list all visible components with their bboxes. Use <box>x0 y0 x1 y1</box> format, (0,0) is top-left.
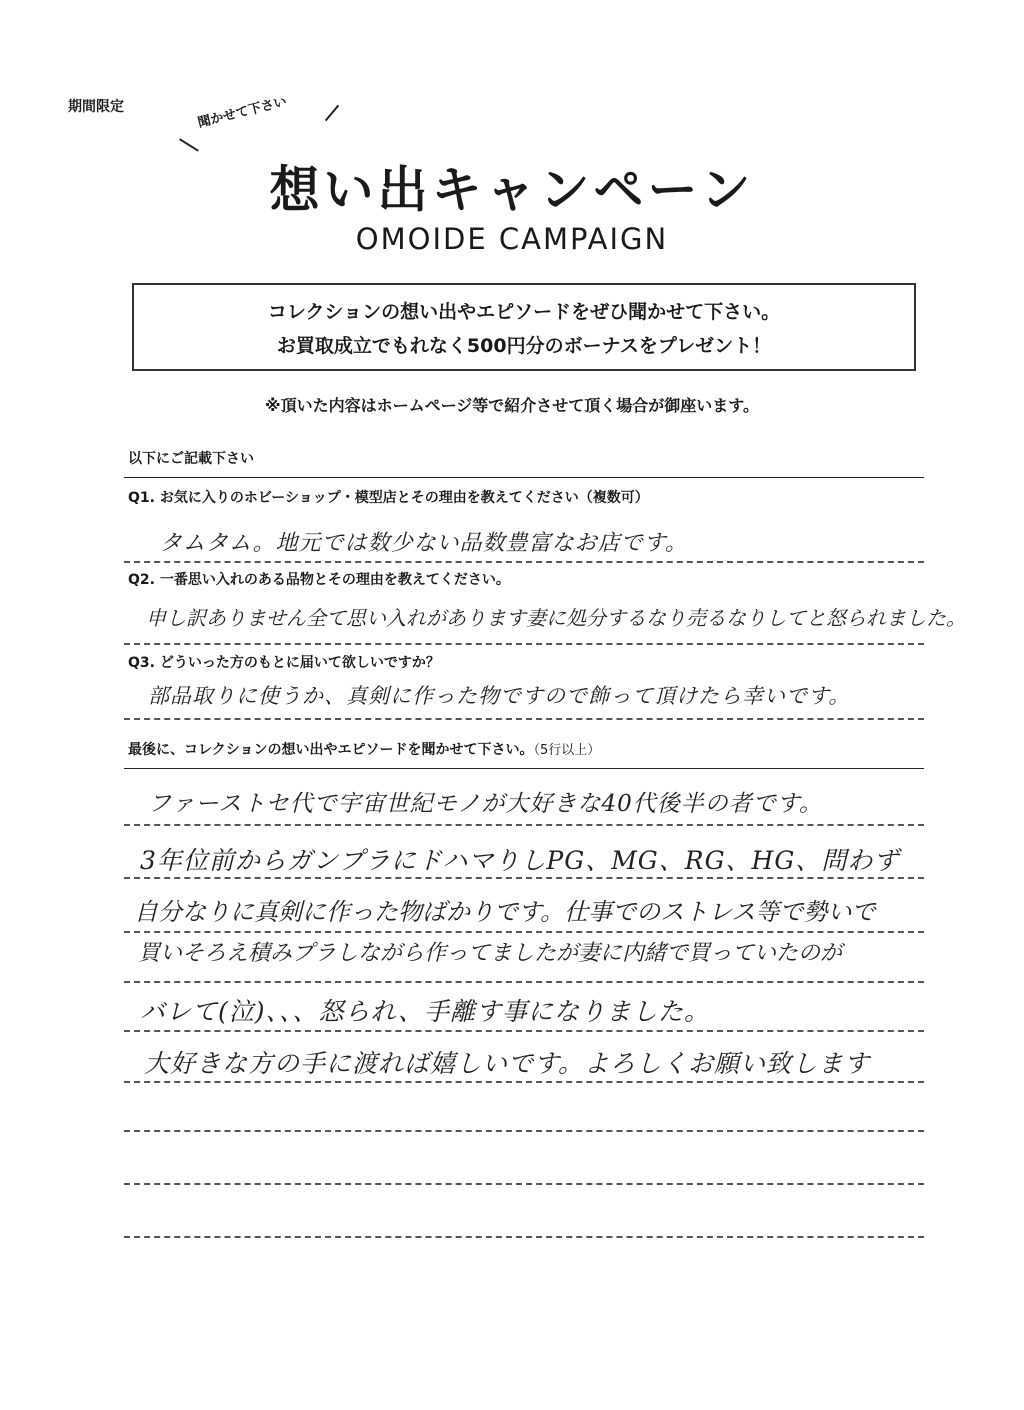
form-instruction: 以下にご記載下さい <box>128 451 254 467</box>
tagline: 聞かせて下さい <box>196 94 289 131</box>
episode-line: ファーストセ代で宇宙世紀モノが大好きな40代後半の者です。 <box>148 791 823 817</box>
answer-rule <box>124 877 924 879</box>
section-divider <box>124 768 924 769</box>
offer-line-1: コレクションの想い出やエピソードをぜひ聞かせて下さい。 <box>267 301 781 323</box>
campaign-subtitle: OMOIDE CAMPAIGN <box>355 222 669 256</box>
episode-line: 買いそろえ積みプラしながら作ってましたが妻に内緒で買っていたのが <box>138 941 843 966</box>
episode-line: 大好きな方の手に渡れば嬉しいです。よろしくお願い致します <box>144 1049 871 1078</box>
campaign-title: 想い出キャンペーン <box>269 161 755 219</box>
publication-notice: ※頂いた内容はホームページ等で紹介させて頂く場合が御座います。 <box>265 396 759 415</box>
episode-line: バレて(泣)、、、怒られ、手離す事になりました。 <box>140 997 711 1026</box>
offer-line-2: お買取成立でもれなく500円分のボーナスをプレゼント！ <box>276 335 772 357</box>
answer-rule <box>124 981 924 983</box>
q3-answer: 部品取りに使うか、真剣に作った物ですので飾って頂けたら幸いです。 <box>148 684 851 708</box>
tagline-accent-right <box>325 105 339 122</box>
period-label: 期間限定 <box>68 99 124 115</box>
q2-label: Q2. 一番思い入れのある品物とその理由を教えてください。 <box>128 572 510 588</box>
answer-rule <box>124 1130 924 1132</box>
answer-rule <box>124 1236 924 1238</box>
answer-rule <box>124 824 924 826</box>
answer-rule <box>124 931 924 933</box>
q1-answer: タムタム。地元では数少ない品数豊富なお店です。 <box>160 531 688 556</box>
final-question-label <box>128 739 600 759</box>
answer-rule <box>124 1081 924 1083</box>
final-question-text: 最後に、コレクションの想い出やエピソードを聞かせて下さい。 <box>128 742 534 758</box>
final-question-note: （5行以上） <box>533 743 601 758</box>
episode-line: 3年位前からガンプラにドハマりしPG、MG、RG、HG、問わず <box>140 846 900 875</box>
q3-label: Q3. どういった方のもとに届いて欲しいですか？ <box>128 655 440 671</box>
answer-rule <box>124 718 924 720</box>
episode-line: 自分なりに真剣に作った物ばかりです。仕事でのストレス等で勢いで <box>134 898 876 926</box>
q1-label: Q1. お気に入りのホビーショップ・模型店とその理由を教えてください（複数可） <box>128 490 649 506</box>
answer-rule <box>124 1183 924 1185</box>
section-divider <box>124 477 924 478</box>
answer-rule <box>124 1030 924 1032</box>
answer-rule <box>124 561 924 563</box>
answer-rule <box>124 643 924 645</box>
q2-answer: 申し訳ありません全て思い入れがあります妻に処分するなり売るなりしてと怒られました。 <box>146 606 966 630</box>
